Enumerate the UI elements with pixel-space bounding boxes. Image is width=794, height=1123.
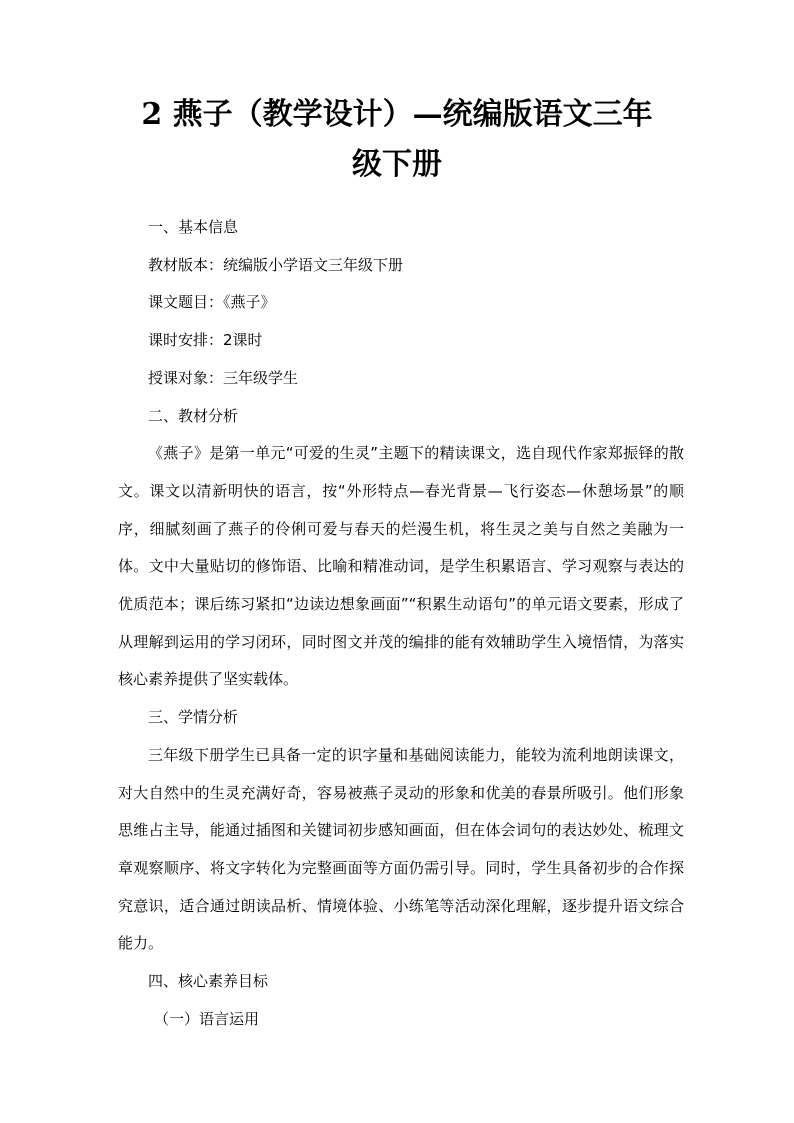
section-heading-textbook-analysis: 二、教材分析: [148, 406, 239, 425]
document-title: [100, 90, 694, 190]
document-body: [118, 209, 684, 1038]
section-heading-learner-analysis: 三、学情分析: [148, 708, 239, 727]
section-heading-core-goals: 四、核心素养目标: [148, 972, 269, 991]
info-target-students: 授课对象：三年级学生: [148, 368, 299, 387]
subsection-heading-language-use: （一）语言运用: [154, 1009, 260, 1028]
title-line-2: 级下册: [352, 147, 442, 182]
textbook-analysis-paragraph: 《燕子》是第一单元“可爱的生灵”主题下的精读课文，选自现代作家郑振铎的散文。课文以清新明快的语言，按“外形特点—春光背景—飞行姿态—休憩场景”的顺序，细腻刻画了燕子的伶俐可爱与春天的烂漫生机，将生灵之美与自然之美融为一体。文中大量贴切的修饰语、比喻和精准动词，是学生积累语言、学习观察与表达的优质范本；课后练习紧扣“边读边想象画面”“积累生动语句”的单元语文要素，形成了从理解到运用的学习闭环，同时图文并茂的编排的能有效辅助学生入境悟情，为落实核心素养提供了坚实载体。: [118, 444, 684, 689]
info-lesson-title: 课文题目：《燕子》: [148, 293, 276, 312]
section-heading-basic-info: 一、基本信息: [148, 218, 239, 236]
info-class-hours: 课时安排：2课时: [148, 331, 263, 350]
learner-analysis-paragraph: 三年级下册学生已具备一定的识字量和基础阅读能力，能较为流利地朗读课文，对大自然中的生灵充满好奇，容易被燕子灵动的形象和优美的春景所吸引。他们形象思维占主导，能通过插图和关键词初步感知画面，但在体会词句的表达妙处、梳理文章观察顺序、将文字转化为完整画面等方面仍需引导。同时，学生具备初步的合作探究意识，适合通过朗读品析、情境体验、小练笔等活动深化理解，逐步提升语文综合能力。: [118, 745, 684, 953]
title-line-1: 2 燕子（教学设计）—统编版语文三年: [141, 97, 653, 132]
info-textbook-version: 教材版本：统编版小学语文三年级下册: [148, 255, 404, 274]
